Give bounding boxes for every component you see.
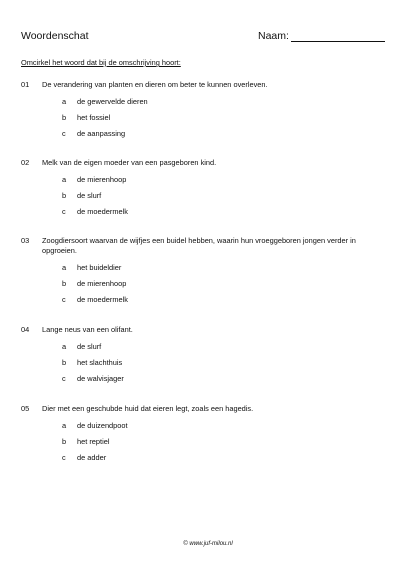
- answer-option-b[interactable]: [62, 113, 381, 129]
- question-02: [21, 158, 381, 223]
- answer-option-b[interactable]: [62, 191, 381, 207]
- answer-option-c[interactable]: [62, 453, 381, 469]
- option-text: de duizendpoot: [77, 421, 128, 430]
- question-text: Lange neus van een olifant.: [42, 325, 133, 334]
- option-letter: b: [62, 191, 67, 200]
- option-letter: b: [62, 279, 67, 288]
- question-03: [21, 236, 381, 311]
- option-letter: b: [62, 358, 67, 367]
- option-letter: c: [62, 129, 66, 138]
- question-number: 02: [21, 158, 30, 167]
- option-text: de adder: [77, 453, 107, 462]
- option-letter: c: [62, 207, 66, 216]
- question-text: Zoogdiersoort waarvan de wijfjes een buidel hebben, waarin hun vroeggeboren jongen verder in opgroeien.: [42, 236, 356, 255]
- option-text: de aanpassing: [77, 129, 126, 138]
- option-letter: b: [62, 437, 67, 446]
- option-letter: c: [62, 374, 66, 383]
- option-text: het reptiel: [77, 437, 110, 446]
- name-label: Naam:: [258, 30, 289, 42]
- option-letter: a: [62, 263, 67, 272]
- option-text: de gewervelde dieren: [77, 97, 148, 106]
- answer-options: [62, 342, 381, 390]
- worksheet-title: Woordenschat: [21, 30, 89, 42]
- answer-option-a[interactable]: [62, 342, 381, 358]
- option-letter: b: [62, 113, 67, 122]
- option-text: het buideldier: [77, 263, 122, 272]
- question-number: 01: [21, 80, 30, 89]
- option-letter: c: [62, 453, 66, 462]
- question-text: De verandering van planten en dieren om beter te kunnen overleven.: [42, 80, 268, 89]
- answer-option-a[interactable]: [62, 421, 381, 437]
- option-text: de moedermelk: [77, 207, 128, 216]
- option-text: het slachthuis: [77, 358, 123, 367]
- answer-option-c[interactable]: [62, 295, 381, 311]
- answer-option-b[interactable]: [62, 437, 381, 453]
- answer-option-a[interactable]: [62, 175, 381, 191]
- answer-option-c[interactable]: [62, 129, 381, 145]
- option-text: de moedermelk: [77, 295, 128, 304]
- question-number: 04: [21, 325, 30, 334]
- answer-option-b[interactable]: [62, 358, 381, 374]
- name-field: [258, 30, 385, 42]
- option-letter: c: [62, 295, 66, 304]
- question-number: 03: [21, 236, 30, 245]
- question-text: Dier met een geschubde huid dat eieren legt, zoals een hagedis.: [42, 404, 254, 413]
- answer-options: [62, 97, 381, 145]
- question-text: Melk van de eigen moeder van een pasgeboren kind.: [42, 158, 217, 167]
- question-05: [21, 404, 381, 469]
- answer-option-a[interactable]: [62, 263, 381, 279]
- answer-option-a[interactable]: [62, 97, 381, 113]
- instruction-text: Omcirkel het woord dat bij de omschrijving hoort:: [21, 58, 181, 67]
- option-text: de walvisjager: [77, 374, 124, 383]
- option-letter: a: [62, 421, 67, 430]
- name-blank-line: [291, 30, 385, 42]
- option-letter: a: [62, 175, 67, 184]
- option-letter: a: [62, 342, 67, 351]
- answer-options: [62, 421, 381, 469]
- answer-options: [62, 263, 381, 311]
- option-text: de mierenhoop: [77, 279, 127, 288]
- answer-option-b[interactable]: [62, 279, 381, 295]
- question-04: [21, 325, 381, 390]
- footer-copyright: © www.juf-milou.nl: [183, 541, 233, 547]
- option-text: de slurf: [77, 342, 102, 351]
- question-number: 05: [21, 404, 30, 413]
- answer-option-c[interactable]: [62, 374, 381, 390]
- answer-option-c[interactable]: [62, 207, 381, 223]
- question-01: [21, 80, 381, 145]
- option-text: de slurf: [77, 191, 102, 200]
- option-text: het fossiel: [77, 113, 111, 122]
- answer-options: [62, 175, 381, 223]
- worksheet-header: [21, 30, 383, 44]
- option-text: de mierenhoop: [77, 175, 127, 184]
- option-letter: a: [62, 97, 67, 106]
